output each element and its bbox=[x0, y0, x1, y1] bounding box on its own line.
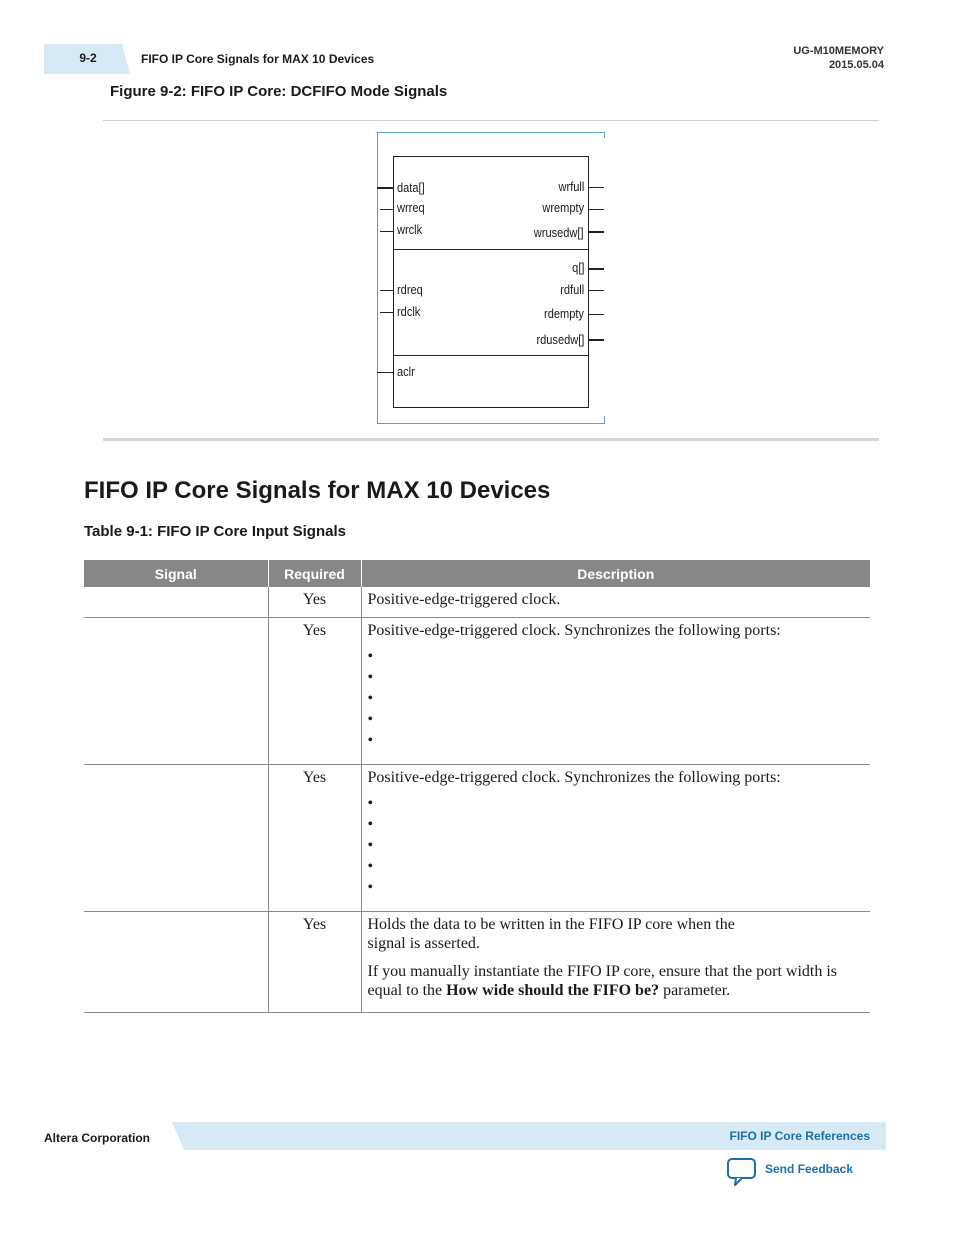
diagram-frame-edge bbox=[604, 416, 605, 423]
list-item bbox=[368, 667, 865, 688]
table-header-row bbox=[84, 560, 870, 587]
required-cell: Yes bbox=[268, 764, 361, 911]
pin-wrclk bbox=[380, 231, 393, 232]
description-cell: Positive-edge-triggered clock. bbox=[361, 587, 870, 617]
pin-rdclk bbox=[380, 312, 393, 313]
pin-rdreq bbox=[380, 290, 393, 291]
signal-label: aclr bbox=[397, 364, 415, 379]
signal-label: rdfull bbox=[560, 282, 584, 297]
figure-top-rule bbox=[103, 120, 879, 121]
list-item bbox=[368, 835, 865, 856]
pin-wrfull bbox=[588, 187, 604, 188]
synchronized-ports-list bbox=[368, 646, 865, 751]
table-row bbox=[84, 617, 870, 764]
table-caption: Table 9-1: FIFO IP Core Input Signals bbox=[84, 523, 346, 540]
signal-label: wrfull bbox=[558, 179, 584, 194]
description-cell bbox=[361, 911, 870, 1012]
column-header-signal: Signal bbox=[84, 560, 268, 587]
list-item bbox=[368, 793, 865, 814]
list-item bbox=[368, 814, 865, 835]
required-cell: Yes bbox=[268, 617, 361, 764]
list-item bbox=[368, 646, 865, 667]
doc-info bbox=[793, 44, 884, 72]
signal-label: rdreq bbox=[397, 282, 423, 297]
doc-id: UG-M10MEMORY bbox=[793, 45, 884, 57]
signal-cell bbox=[84, 587, 268, 617]
signal-cell bbox=[84, 911, 268, 1012]
figure-caption: Figure 9-2: FIFO IP Core: DCFIFO Mode Signals bbox=[110, 83, 448, 100]
pin-rdfull bbox=[588, 290, 604, 291]
block-divider-read bbox=[393, 355, 589, 356]
list-item bbox=[368, 688, 865, 709]
description-text: Positive-edge-triggered clock. Synchronizes the following ports: bbox=[367, 621, 781, 639]
list-item bbox=[368, 856, 865, 877]
signal-label: rdempty bbox=[544, 306, 584, 321]
list-item bbox=[368, 877, 865, 898]
signal-label: q[] bbox=[571, 260, 584, 275]
signal-label: rdusedw[] bbox=[536, 332, 584, 347]
signal-label: wrusedw[] bbox=[534, 225, 584, 240]
column-header-description: Description bbox=[361, 560, 870, 587]
signal-label: wrclk bbox=[397, 222, 423, 237]
section-link[interactable]: FIFO IP Core References bbox=[729, 1129, 870, 1143]
table-row bbox=[84, 587, 870, 617]
parameter-name: How wide should the FIFO be? bbox=[446, 981, 660, 999]
table-row bbox=[84, 764, 870, 911]
table-row bbox=[84, 911, 870, 1012]
signal-label: data[] bbox=[397, 180, 425, 195]
required-cell: Yes bbox=[268, 911, 361, 1012]
required-cell: Yes bbox=[268, 587, 361, 617]
signal-cell bbox=[84, 764, 268, 911]
description-cell bbox=[361, 617, 870, 764]
block-divider-write bbox=[393, 249, 589, 250]
description-paragraph: Holds the data to be written in the FIFO IP core when the signal is asserted. bbox=[367, 915, 735, 952]
pin-q bbox=[588, 268, 604, 270]
figure-bottom-rule bbox=[103, 438, 879, 441]
page-number: 9-2 bbox=[79, 51, 97, 65]
pin-wrusedw bbox=[588, 231, 604, 233]
description-paragraph: If you manually instantiate the FIFO IP core, ensure that the port width is equal to the How wide should the FIFO be? parameter. bbox=[367, 962, 838, 999]
column-header-required: Required bbox=[268, 560, 361, 587]
list-item bbox=[368, 730, 865, 751]
input-signals-table bbox=[84, 560, 870, 1013]
pin-rdusedw bbox=[588, 339, 604, 341]
synchronized-ports-list bbox=[368, 793, 865, 898]
company-name: Altera Corporation bbox=[44, 1131, 151, 1145]
send-feedback-link[interactable]: Send Feedback bbox=[765, 1162, 854, 1176]
signal-label: wrreq bbox=[397, 200, 425, 215]
description-cell bbox=[361, 764, 870, 911]
pin-aclr bbox=[377, 372, 393, 373]
signal-label: rdclk bbox=[397, 304, 421, 319]
signal-cell bbox=[84, 617, 268, 764]
pin-rdempty bbox=[588, 314, 604, 315]
list-item bbox=[368, 709, 865, 730]
speech-bubble-icon[interactable] bbox=[727, 1158, 757, 1186]
running-title: FIFO IP Core Signals for MAX 10 Devices bbox=[141, 52, 375, 66]
description-text: Positive-edge-triggered clock. Synchronizes the following ports: bbox=[367, 768, 781, 786]
signal-label: wrempty bbox=[542, 200, 584, 215]
pin-wrreq bbox=[380, 209, 393, 210]
pin-wrempty bbox=[588, 209, 604, 210]
section-title: FIFO IP Core Signals for MAX 10 Devices bbox=[84, 477, 551, 504]
pin-data bbox=[377, 187, 393, 189]
diagram-frame-edge bbox=[604, 132, 605, 138]
doc-date: 2015.05.04 bbox=[828, 59, 884, 71]
